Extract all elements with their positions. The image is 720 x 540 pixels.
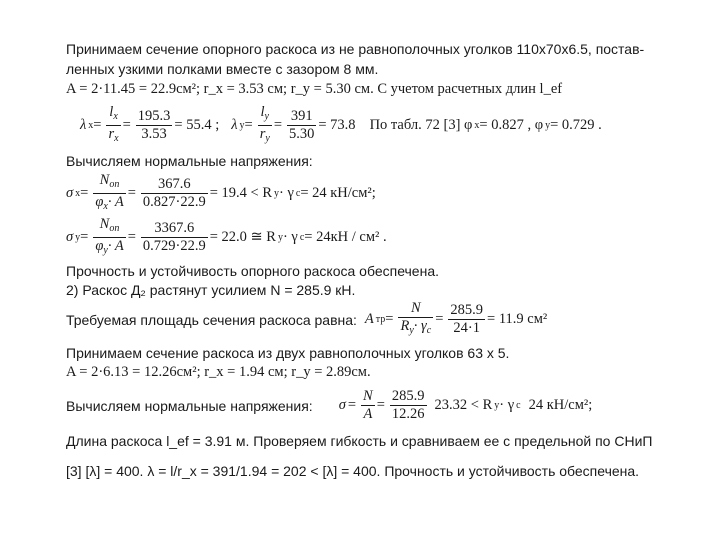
math-symbol: = xyxy=(122,117,131,133)
text-line: Принимаем сечение раскоса из двух равнополочных уголков 63 х 5. xyxy=(66,345,510,361)
math-symbol: λ xyxy=(80,117,87,133)
text-line: Длина раскоса l_ef = 3.91 м. Проверяем гибкость и сравниваем ее с предельной по СНиП xyxy=(66,433,653,449)
text-line: 2) Раскос Д₂ растянут усилием N = 285.9 кН. xyxy=(66,282,356,298)
text: = 0.729 . xyxy=(550,117,602,133)
sigma-x-formula: σ x = $\frac{N_{оп}}{\varphi_x\cdot A}$ = $\frac{367.6}{0.827\cdot 22.9}$ = 19.4 < R y · γ c = 24 кН/см²; xyxy=(66,172,378,215)
text: По табл. 72 [3] φ xyxy=(369,117,473,133)
text: = 0.827 , φ xyxy=(479,117,544,133)
fraction: $\frac{391}{5.30}$ xyxy=(289,108,315,142)
lambda-formula: λ x = $\frac{l_x}{r_x}$ = $\frac{195.3}{3.53}$ = 55.4 ; λ y = $\frac{l_y}{r_y}$ = $\frac{391}{5.30}$ = 73.8 По табл. 72 [3] φ x = 0.827 , φ y = 0.729 . xyxy=(80,104,604,147)
fraction: $\frac{N_{оп}}{\varphi_y\cdot A}$ xyxy=(95,216,124,256)
fraction: $\frac{285.9}{12.26}$ xyxy=(391,388,425,422)
result: = 55.4 ; xyxy=(174,117,220,133)
section-heading: Вычисляем нормальные напряжения: xyxy=(66,153,313,169)
fraction: $\frac{l_y}{r_y}$ xyxy=(259,104,270,144)
fraction: $\frac{367.6}{0.827\cdot 22.9}$ xyxy=(142,176,206,210)
fraction: $\frac{N}{R_y\cdot \gamma_c}$ xyxy=(400,300,432,336)
area-formula: Требуемая площадь сечения раскоса равна: A тр = $\frac{N}{R_y\cdot \gamma_c}$ = $\frac{285.9}{24\cdot 1}$ = 11.9 см² xyxy=(66,300,549,339)
subscript: x xyxy=(88,120,94,131)
math-symbol: λ xyxy=(231,117,238,133)
text-line: Принимаем сечение опорного раскоса из не равнополочных уголков 110х70х6.5, постав- xyxy=(66,41,645,57)
text-line: [3] [λ] = 400. λ = l/r_x = 391/1.94 = 202 < [λ] = 400. Прочность и устойчивость обеспечена. xyxy=(66,463,640,479)
fraction: $\frac{N}{A}$ xyxy=(363,388,373,422)
fraction: $\frac{285.9}{24\cdot 1}$ xyxy=(450,302,484,336)
text-line: Прочность и устойчивость опорного раскоса обеспечена. xyxy=(66,263,439,279)
text-line: A = 2·11.45 = 22.9см²; r_x = 3.53 см; r_y = 5.30 см. С учетом расчетных длин l_ef xyxy=(66,81,563,97)
fraction: $\frac{N_{оп}}{\varphi_x\cdot A}$ xyxy=(95,172,124,212)
fraction: $\frac{l_x}{r_x}$ xyxy=(108,104,119,144)
text-line: ленных узкими полками вместе с зазором 8 мм. xyxy=(66,61,379,77)
text-line: A = 2·6.13 = 12.26см²; r_x = 1.94 см; r_y = 2.89см. xyxy=(66,364,371,380)
math-symbol: = xyxy=(93,117,102,133)
sigma-y-formula: σ y = $\frac{N_{оп}}{\varphi_y\cdot A}$ = $\frac{3367.6}{0.729\cdot 22.9}$ = 22.0 ≅ R y · γ c = 24кН / см² . xyxy=(66,216,389,259)
result: = 73.8 xyxy=(318,117,356,133)
fraction: $\frac{3367.6}{0.729\cdot 22.9}$ xyxy=(142,220,206,254)
fraction: $\frac{195.3}{3.53}$ xyxy=(137,108,171,142)
sigma-formula-2: Вычисляем нормальные напряжения: σ = $\frac{N}{A}$ = $\frac{285.9}{12.26}$ 23.32 < R y · γ c 24 кН/см²; xyxy=(66,388,593,422)
